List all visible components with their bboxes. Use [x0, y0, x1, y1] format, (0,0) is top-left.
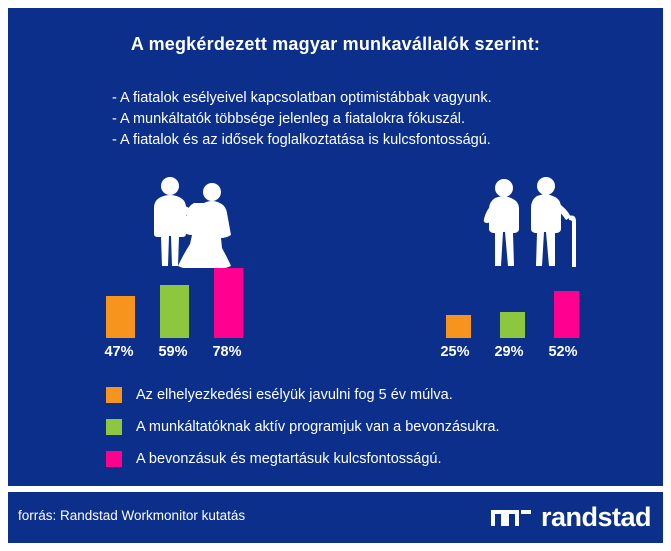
legend-swatch-orange — [106, 387, 122, 403]
legend-swatch-green — [106, 419, 122, 435]
bar-group-young — [98, 248, 268, 338]
footer-bar — [8, 492, 663, 543]
elderly-couple-icon — [474, 176, 594, 266]
bullet-list — [112, 88, 582, 151]
bar-label-young-magenta: 78% — [212, 344, 242, 360]
bar-labels-young — [96, 344, 276, 364]
bar-young-magenta — [214, 268, 243, 338]
main-panel — [8, 8, 663, 486]
bar-label-young-green: 59% — [158, 344, 188, 360]
randstad-logo-icon — [491, 502, 533, 533]
bar-label-old-magenta: 52% — [548, 344, 578, 360]
bar-young-green — [160, 285, 189, 338]
bar-label-old-green: 29% — [494, 344, 524, 360]
legend-label-orange: Az elhelyezkedési esélyük javulni fog 5 év múlva. — [136, 387, 453, 403]
bullet-item: - A fiatalok esélyeivel kapcsolatban optimistábbak vagyunk. — [112, 90, 492, 106]
chart-legend — [106, 380, 626, 476]
bar-labels-old — [432, 344, 612, 364]
bar-group-old — [438, 278, 598, 338]
bar-old-magenta — [554, 291, 579, 338]
brand-name: randstad — [540, 502, 651, 532]
page-title: A megkérdezett magyar munkavállalók szerint: — [130, 34, 541, 54]
bar-old-orange — [446, 315, 471, 338]
legend-item-orange — [106, 380, 626, 410]
legend-item-green — [106, 412, 626, 442]
bar-young-orange — [106, 296, 135, 338]
legend-label-green: A munkáltatóknak aktív programjuk van a bevonzásukra. — [136, 419, 500, 435]
bullet-item: - A fiatalok és az idősek foglalkoztatása is kulcsfontosságú. — [112, 132, 491, 148]
bar-label-young-orange: 47% — [104, 344, 134, 360]
legend-item-magenta — [106, 444, 626, 474]
bullet-item: - A munkáltatók többsége jelenleg a fiatalokra fókuszál. — [112, 111, 466, 127]
brand-lockup — [491, 498, 651, 536]
source-text: forrás: Randstad Workmonitor kutatás — [18, 508, 246, 523]
legend-swatch-magenta — [106, 451, 122, 467]
bar-old-green — [500, 312, 525, 338]
bar-label-old-orange: 25% — [440, 344, 470, 360]
legend-label-magenta: A bevonzásuk és megtartásuk kulcsfontosságú. — [136, 451, 442, 467]
